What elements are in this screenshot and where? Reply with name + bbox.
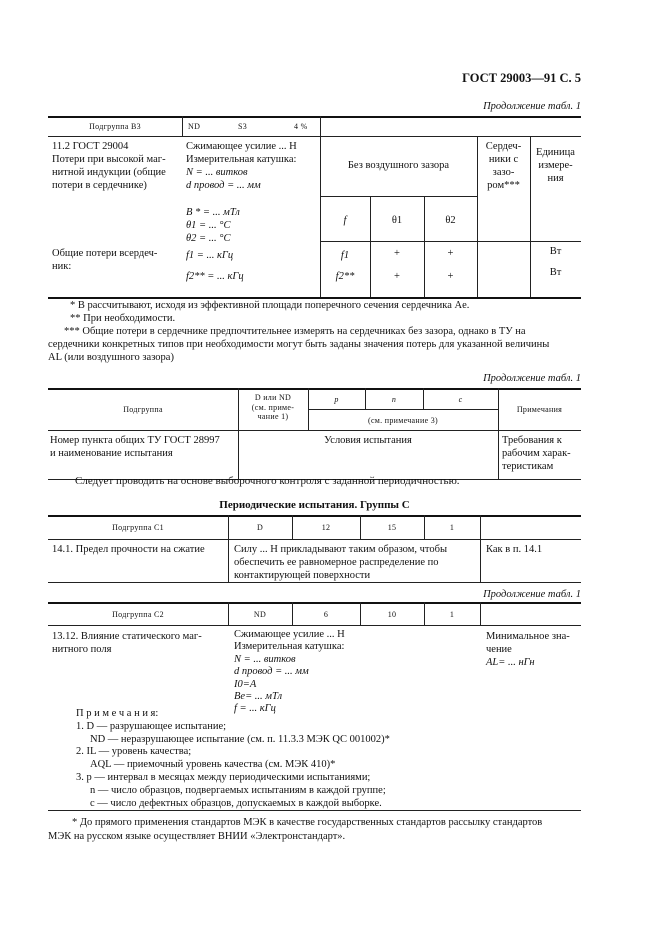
footnote-rule bbox=[48, 810, 581, 811]
col-header-p-value: 6 bbox=[323, 610, 329, 619]
note-line: c — число дефектных образцов, допускаемых в каждой выборке. bbox=[90, 797, 382, 809]
note-line: n — число образцов, подвергаемых испытаниям в каждой группе; bbox=[90, 784, 386, 796]
test-conditions-cell: Условия испытания bbox=[324, 435, 412, 446]
notes-cell: Как в п. 14.1 bbox=[486, 544, 543, 555]
footnote-c3: AL (или воздушного зазора) bbox=[48, 352, 174, 363]
notes-cell: Минимальное зна- чение AL= ... нГн bbox=[486, 631, 570, 669]
footnote-line: МЭК на русском языке осуществляет ВНИИ «Электронстандарт». bbox=[48, 831, 346, 842]
conditions-cell: Сжимающее усилие ... Н Измерительная катушка: N = ... витков d провод = ... мм bbox=[186, 141, 297, 192]
continuation-label: Продолжение табл. 1 bbox=[483, 589, 581, 600]
gap-header: Сердеч- ники с зазо- ром*** bbox=[485, 141, 522, 192]
col-header-subgroup: Подгруппа bbox=[123, 405, 163, 414]
row2-f: f2** bbox=[335, 271, 355, 282]
footnote-b: ** При необходимости. bbox=[70, 313, 176, 324]
col-header-n-value: 15 bbox=[387, 523, 397, 532]
footnote-c1: *** Общие потери в сердечнике предпочтительнее измерять на сердечниках без зазора, однако в ТУ на bbox=[64, 326, 526, 337]
conditions-cell: Силу ... Н прикладывают таким образом, чтобы обеспечить ее равномерное распределение по контактирующей поверхности bbox=[234, 544, 448, 582]
col-header-4pct: 4 % bbox=[294, 122, 308, 131]
col-theta1: θ1 bbox=[391, 215, 403, 226]
col-header-c-value: 1 bbox=[449, 523, 455, 532]
row2-theta2: + bbox=[447, 271, 454, 282]
row1-unit: Вт bbox=[549, 246, 562, 257]
table-rule bbox=[182, 116, 183, 136]
unit-header: Единица измере- ния bbox=[536, 147, 575, 185]
note-line: ND — неразрушающее испытание (см. п. 11.3.3 МЭК QC 001002)* bbox=[90, 733, 390, 745]
total-losses-label: Общие потери всердеч- ник: bbox=[52, 248, 158, 273]
col-header-nd: ND bbox=[188, 122, 201, 131]
col-header-subgroup: Подгруппа С2 bbox=[112, 610, 164, 619]
table-top-rule bbox=[48, 388, 581, 390]
section-title: Периодические испытания. Группы С bbox=[219, 499, 410, 511]
col-header-s3: S3 bbox=[238, 122, 248, 131]
footnote-line: * До прямого применения стандартов МЭК в качестве государственных стандартов рассылку стандартов bbox=[72, 817, 543, 828]
col-header-c-value: 1 bbox=[449, 610, 455, 619]
requirements-cell: Требования к рабочим харак- теристикам bbox=[502, 435, 571, 473]
freq2-condition: f2** = ... кГц bbox=[186, 271, 244, 282]
col-header-subgroup: Подгруппа В3 bbox=[89, 122, 141, 131]
conditions-params: B * = ... мТл θ1 = ... °C θ2 = ... °C bbox=[186, 207, 240, 245]
note-ref: (см. примечание 3) bbox=[367, 416, 438, 425]
test-number-cell: Номер пункта общих ТУ ГОСТ 28997 и наименование испытания bbox=[50, 435, 220, 460]
row1-theta1: + bbox=[394, 248, 400, 259]
table-rule bbox=[308, 409, 498, 410]
test-name-cell: 13.12. Влияние статического маг- нитного поля bbox=[52, 631, 202, 656]
table-rule bbox=[320, 241, 581, 242]
col-header-nd: ND bbox=[253, 610, 267, 619]
freq1-condition: f1 = ... кГц bbox=[186, 250, 234, 261]
table-rule bbox=[320, 196, 477, 197]
continuation-label: Продолжение табл. 1 bbox=[483, 101, 581, 112]
note-line: 3. p — интервал в месяцах между периодическими испытаниями; bbox=[76, 771, 371, 783]
col-header-d-nd: D или ND (см. приме- чание 1) bbox=[251, 393, 295, 422]
notes-block bbox=[76, 708, 581, 810]
col-header-n-value: 10 bbox=[387, 610, 397, 619]
footnote-a: * B рассчитывают, исходя из эффективной площади поперечного сечения сердечника Ae. bbox=[70, 300, 470, 311]
test-name-cell: 14.1. Предел прочности на сжатие bbox=[52, 544, 205, 555]
row2-unit: Вт bbox=[549, 267, 562, 278]
row2-theta1: + bbox=[394, 271, 400, 282]
conditions-cell: Сжимающее усилие ... Н Измерительная катушка: N = ... витков d провод = ... мм I0=A Be= ... мТл f = ... кГц bbox=[234, 629, 345, 715]
table-top-rule bbox=[48, 602, 581, 604]
table-top-rule bbox=[48, 116, 581, 118]
table-top-rule bbox=[48, 515, 581, 517]
col-header-subgroup: Подгруппа С1 bbox=[112, 523, 164, 532]
table-rule bbox=[48, 136, 320, 137]
test-name-cell: 11.2 ГОСТ 29004 Потери при высокой маг- нитной индукции (общие потери в сердечнике) bbox=[52, 141, 166, 192]
table-rule bbox=[320, 136, 581, 137]
footnote-c2: сердечники конкретных типов при необходимости могут быть заданы значения потерь для указанной величины bbox=[48, 339, 550, 350]
row1-f: f1 bbox=[340, 250, 350, 261]
table-rule bbox=[228, 539, 229, 582]
table-rule bbox=[48, 430, 581, 431]
table-rule bbox=[480, 515, 481, 582]
col-header-p: p bbox=[334, 395, 339, 404]
col-f: f bbox=[343, 215, 347, 226]
note-line: 1. D — разрушающее испытание; bbox=[76, 720, 227, 732]
paragraph: Следует проводить на основе выборочного контроля с заданной периодичностью. bbox=[75, 475, 460, 487]
col-header-n: n bbox=[391, 395, 397, 404]
table-rule bbox=[48, 625, 581, 626]
table-rule bbox=[48, 539, 581, 540]
page-header: ГОСТ 29003—91 С. 5 bbox=[462, 71, 581, 85]
col-header-p-value: 12 bbox=[321, 523, 331, 532]
table-rule bbox=[480, 602, 481, 625]
col-header-d: D bbox=[256, 523, 264, 532]
col-header-notes: Примечания bbox=[516, 405, 563, 414]
col-theta2: θ2 bbox=[445, 215, 456, 226]
row1-theta2: + bbox=[447, 248, 454, 259]
col-header-c: c bbox=[458, 395, 463, 404]
continuation-label: Продолжение табл. 1 bbox=[483, 373, 581, 384]
no-gap-header: Без воздушного зазора bbox=[347, 160, 450, 171]
notes-title: П р и м е ч а н и я: bbox=[76, 708, 159, 719]
table-rule bbox=[498, 388, 499, 479]
note-line: 2. IL — уровень качества; bbox=[76, 746, 192, 758]
note-line: AQL — приемочный уровень качества (см. МЭК 410)* bbox=[90, 759, 336, 771]
